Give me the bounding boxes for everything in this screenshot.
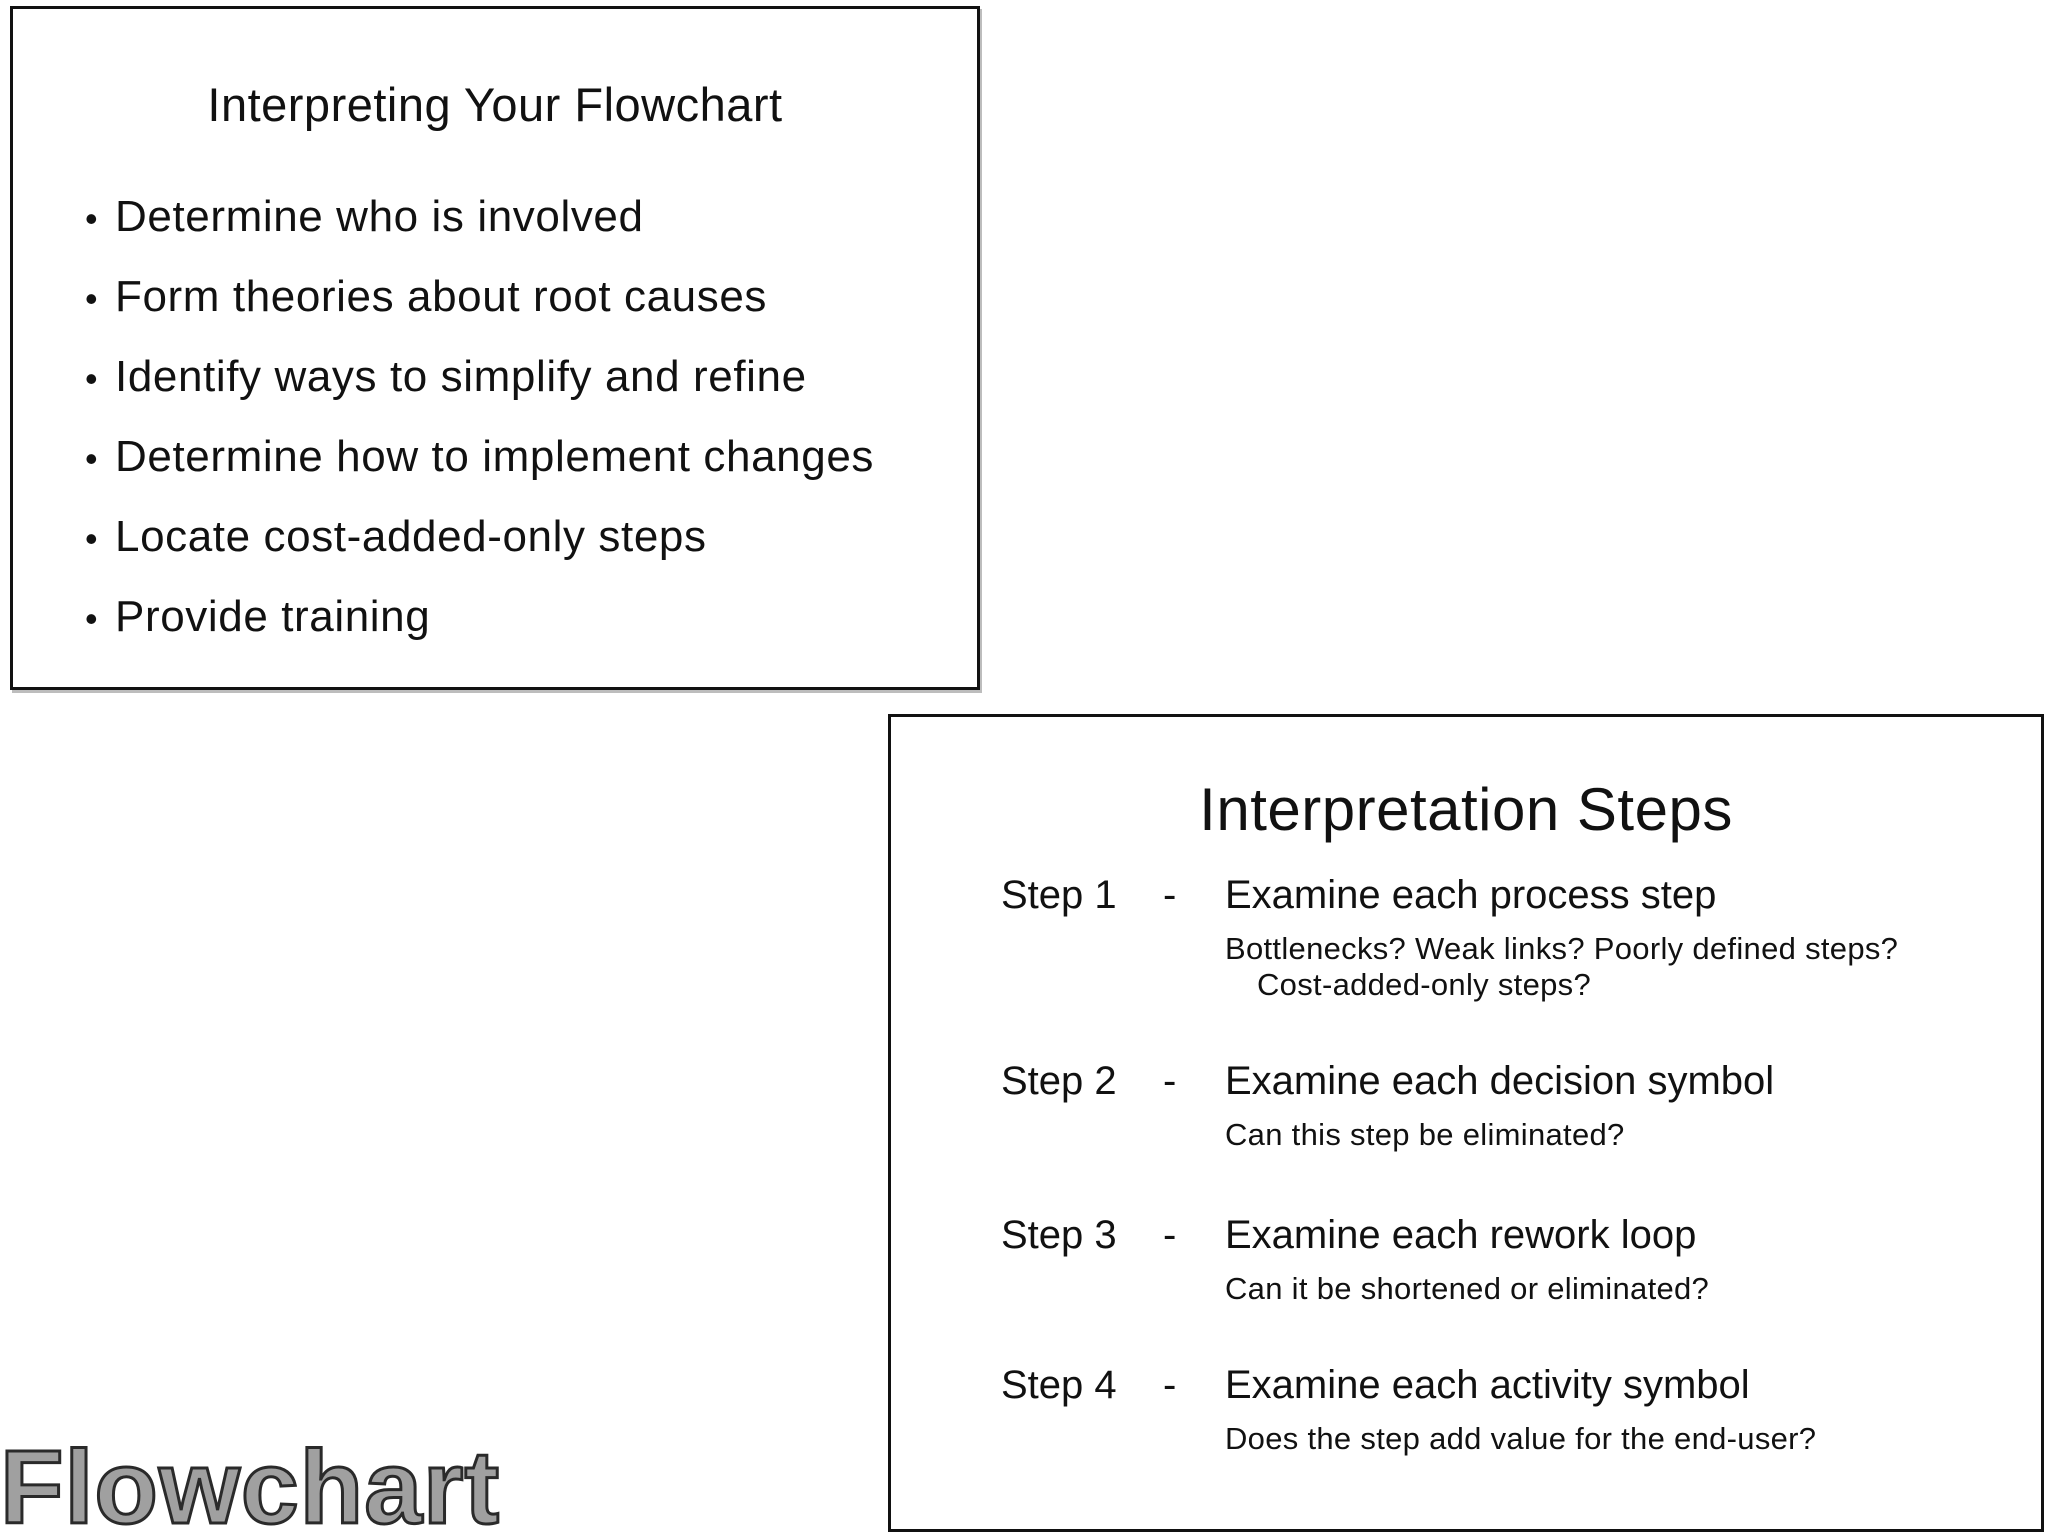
slide-title: Interpreting Your Flowchart (207, 78, 783, 131)
slide-title: Interpretation Steps (1199, 776, 1733, 843)
step-label: Step 4 (1001, 1363, 1117, 1407)
step-detail: Does the step add value for the end-user? (1225, 1421, 1817, 1456)
bullet-icon: • (85, 518, 99, 559)
bullet-item (85, 187, 874, 267)
bullet-icon: • (85, 358, 99, 399)
step-dash: - (1163, 1213, 1177, 1257)
step-dash: - (1163, 1059, 1177, 1103)
bullet-item (85, 347, 874, 427)
step-heading: Examine each rework loop (1225, 1213, 1697, 1257)
step-heading: Examine each decision symbol (1225, 1059, 1775, 1103)
step-detail: Can it be shortened or eliminated? (1225, 1271, 1710, 1306)
bullet-text: Provide training (115, 592, 431, 641)
bullet-item (85, 267, 874, 347)
step-detail: Bottlenecks? Weak links? Poorly defined steps? Cost-added-only steps? (1225, 931, 1899, 1002)
bullet-item (85, 427, 874, 507)
bullet-text: Determine who is involved (115, 192, 644, 241)
step-dash: - (1163, 873, 1177, 917)
bullet-icon: • (85, 198, 99, 239)
bullet-text: Locate cost-added-only steps (115, 512, 707, 561)
bullet-item (85, 507, 874, 587)
bullet-text: Identify ways to simplify and refine (115, 352, 807, 401)
bullet-text: Form theories about root causes (115, 272, 768, 321)
bullet-icon: • (85, 598, 99, 639)
step-label: Step 1 (1001, 873, 1117, 917)
step-heading: Examine each process step (1225, 873, 1717, 917)
step-detail: Can this step be eliminated? (1225, 1117, 1625, 1152)
bullet-list (85, 187, 874, 667)
step-dash: - (1163, 1363, 1177, 1407)
bullet-text: Determine how to implement changes (115, 432, 874, 481)
flowchart-watermark: Flowchart (0, 1430, 501, 1536)
bullet-item (85, 587, 874, 667)
slide-interpreting-flowchart (10, 6, 980, 690)
step-label: Step 2 (1001, 1059, 1117, 1103)
step-heading: Examine each activity symbol (1225, 1363, 1750, 1407)
bullet-icon: • (85, 278, 99, 319)
step-label: Step 3 (1001, 1213, 1117, 1257)
slide-interpretation-steps (888, 714, 2044, 1532)
bullet-icon: • (85, 438, 99, 479)
